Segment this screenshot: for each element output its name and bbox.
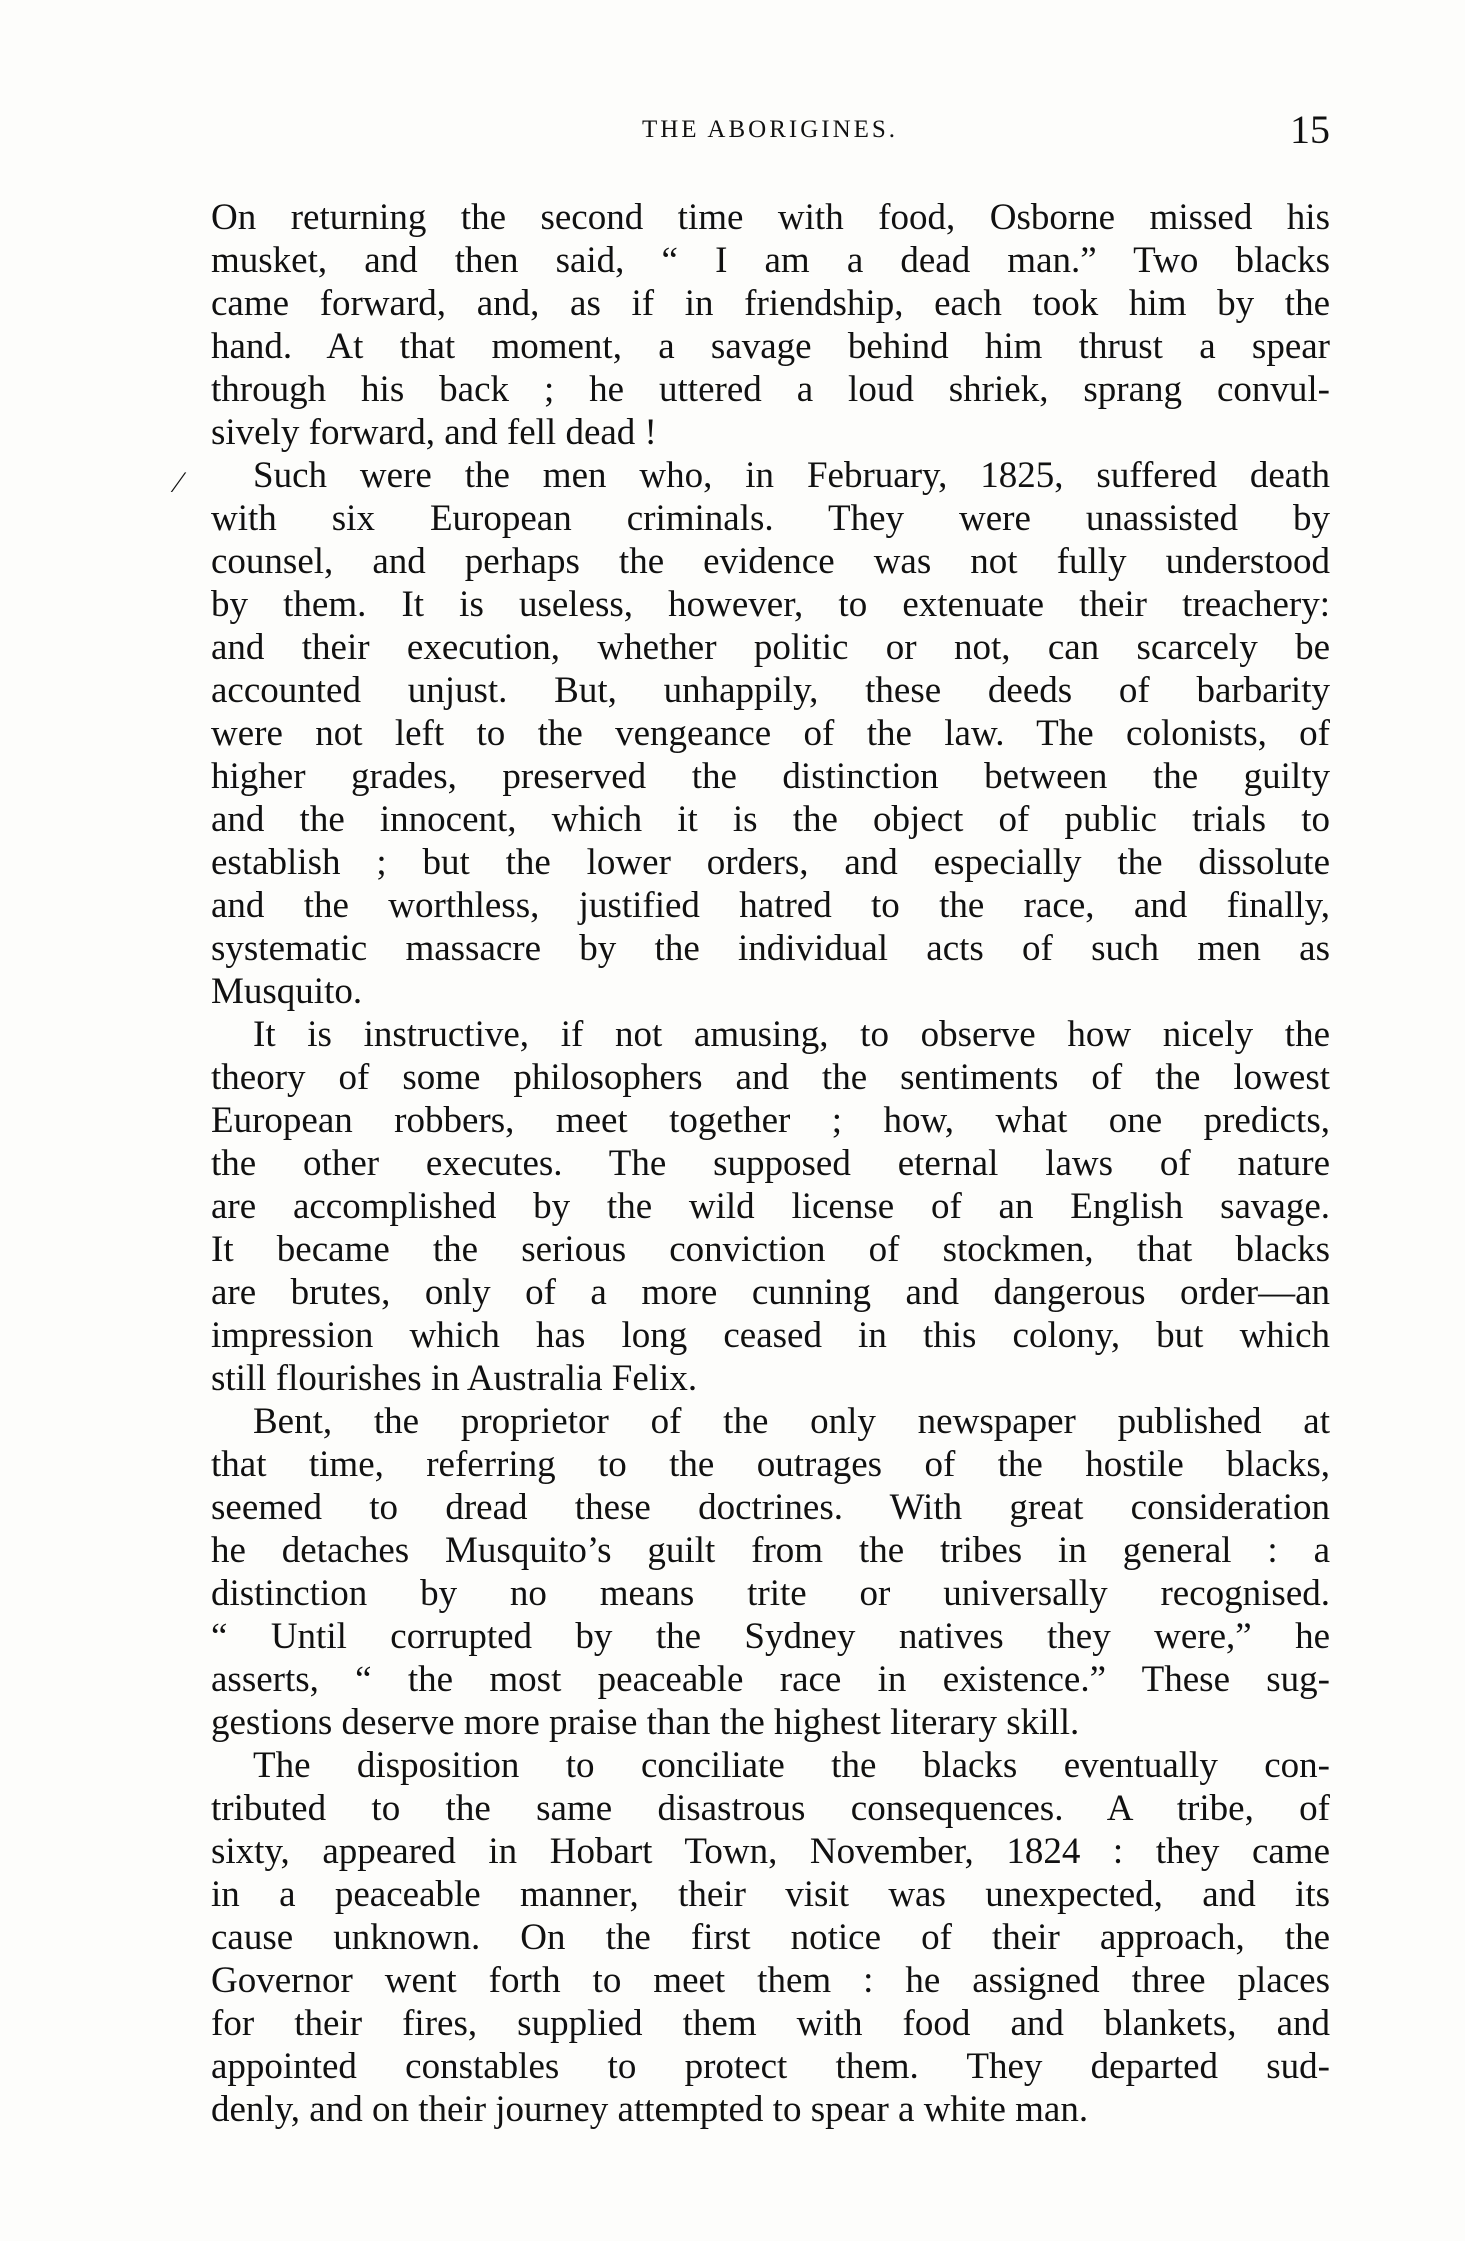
page-number: 15 xyxy=(1290,107,1330,152)
running-title: THE ABORIGINES. xyxy=(641,116,899,143)
text-line: by them. It is useless, however, to extenuate their treachery: xyxy=(211,584,1330,625)
text-line: The disposition to conciliate the blacks eventually con- xyxy=(253,1745,1330,1786)
text-line: came forward, and, as if in friendship, each took him by the xyxy=(211,283,1330,324)
margin-mark: ∕ xyxy=(176,466,182,499)
text-line: counsel, and perhaps the evidence was not fully understood xyxy=(211,541,1330,582)
text-line: musket, and then said, “ I am a dead man.” Two blacks xyxy=(211,240,1330,281)
text-line: It is instructive, if not amusing, to observe how nicely the xyxy=(253,1014,1330,1055)
text-line: and the innocent, which it is the object of public trials to xyxy=(211,799,1330,840)
text-line: hand. At that moment, a savage behind him thrust a spear xyxy=(211,326,1330,367)
text-line: denly, and on their journey attempted to spear a white man. xyxy=(211,2089,1089,2130)
running-head xyxy=(210,106,1330,156)
text-line: and the worthless, justified hatred to the race, and finally, xyxy=(211,885,1330,926)
text-line: asserts, “ the most peaceable race in existence.” These sug- xyxy=(211,1659,1330,1700)
text-line: “ Until corrupted by the Sydney natives they were,” he xyxy=(211,1616,1330,1657)
text-line: Such were the men who, in February, 1825, suffered death xyxy=(253,455,1330,496)
text-line: seemed to dread these doctrines. With great consideration xyxy=(211,1487,1330,1528)
text-line: the other executes. The supposed eternal laws of nature xyxy=(211,1143,1330,1184)
text-line: with six European criminals. They were unassisted by xyxy=(211,498,1330,539)
text-line: On returning the second time with food, Osborne missed his xyxy=(211,197,1330,238)
text-line: he detaches Musquito’s guilt from the tribes in general : a xyxy=(211,1530,1330,1571)
text-line: Governor went forth to meet them : he assigned three places xyxy=(211,1960,1330,2001)
text-line: theory of some philosophers and the sentiments of the lowest xyxy=(211,1057,1330,1098)
text-line: appointed constables to protect them. They departed sud- xyxy=(211,2046,1330,2087)
text-line: European robbers, meet together ; how, what one predicts, xyxy=(211,1100,1330,1141)
text-line: accounted unjust. But, unhappily, these deeds of barbarity xyxy=(211,670,1330,711)
text-line: in a peaceable manner, their visit was unexpected, and its xyxy=(211,1874,1330,1915)
body-text xyxy=(211,196,1330,2131)
text-line: sixty, appeared in Hobart Town, November, 1824 : they came xyxy=(211,1831,1330,1872)
text-line: systematic massacre by the individual acts of such men as xyxy=(211,928,1330,969)
text-line: tributed to the same disastrous consequences. A tribe, of xyxy=(211,1788,1330,1829)
text-line: that time, referring to the outrages of the hostile blacks, xyxy=(211,1444,1330,1485)
text-line: gestions deserve more praise than the highest literary skill. xyxy=(211,1702,1080,1743)
text-line: establish ; but the lower orders, and especially the dissolute xyxy=(211,842,1330,883)
paragraph-3 xyxy=(211,1013,1330,1400)
text-line: cause unknown. On the first notice of their approach, the xyxy=(211,1917,1330,1958)
text-line: are accomplished by the wild license of an English savage. xyxy=(211,1186,1330,1227)
text-line: for their fires, supplied them with food and blankets, and xyxy=(211,2003,1330,2044)
text-line: through his back ; he uttered a loud shriek, sprang convul- xyxy=(211,369,1330,410)
text-line: sively forward, and fell dead ! xyxy=(211,412,657,453)
text-line: higher grades, preserved the distinction between the guilty xyxy=(211,756,1330,797)
paragraph-1 xyxy=(211,196,1330,454)
text-line: distinction by no means trite or universally recognised. xyxy=(211,1573,1330,1614)
text-line: and their execution, whether politic or not, can scarcely be xyxy=(211,627,1330,668)
text-line: Musquito. xyxy=(211,971,363,1012)
paragraph-5 xyxy=(211,1744,1330,2131)
paragraph-4 xyxy=(211,1400,1330,1744)
text-line: are brutes, only of a more cunning and dangerous order—an xyxy=(211,1272,1330,1313)
text-line: impression which has long ceased in this colony, but which xyxy=(211,1315,1330,1356)
text-line: still flourishes in Australia Felix. xyxy=(211,1358,698,1399)
paragraph-2 xyxy=(211,454,1330,1013)
text-line: Bent, the proprietor of the only newspaper published at xyxy=(253,1401,1330,1442)
text-line: were not left to the vengeance of the law. The colonists, of xyxy=(211,713,1330,754)
text-line: It became the serious conviction of stockmen, that blacks xyxy=(211,1229,1330,1270)
